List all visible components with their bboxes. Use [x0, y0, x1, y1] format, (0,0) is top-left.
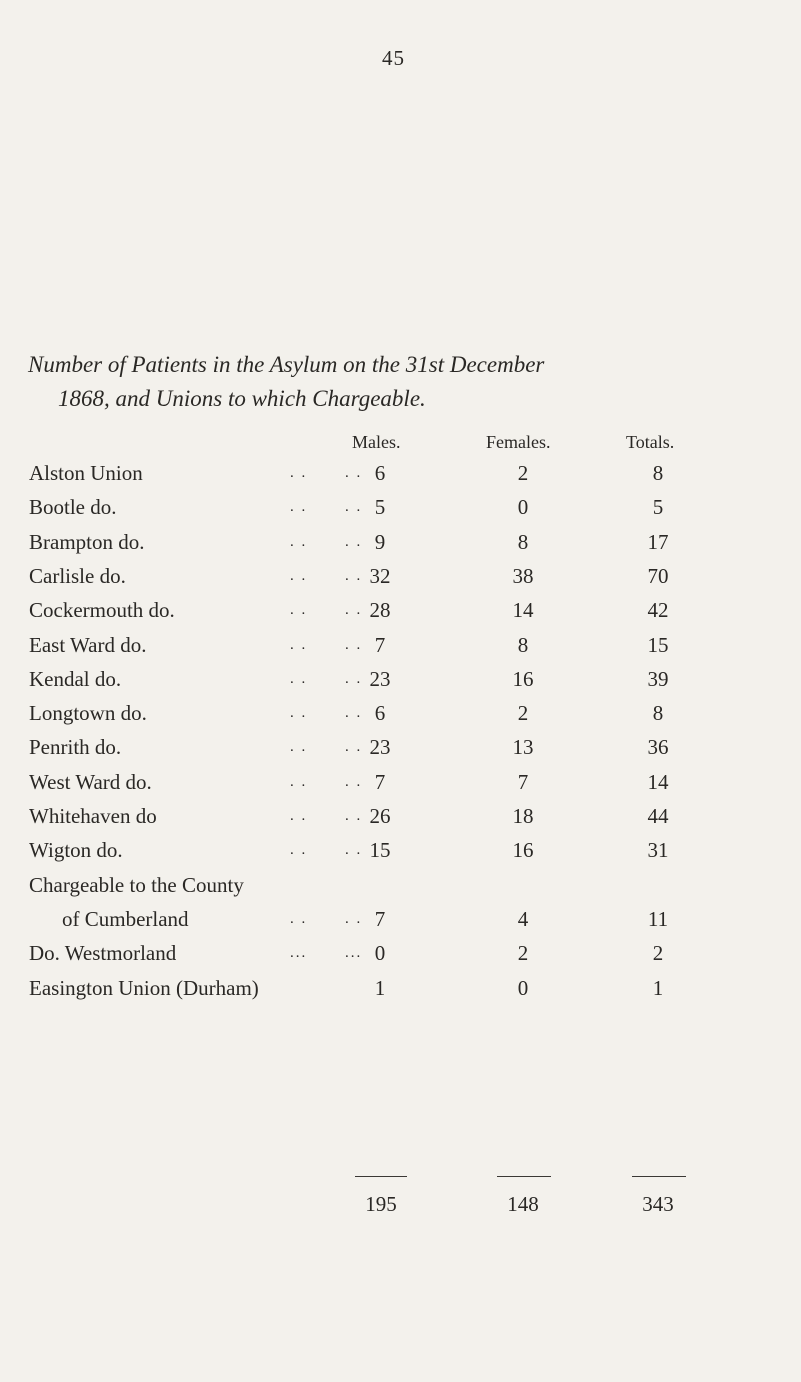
leader-dots: . . — [345, 739, 363, 755]
males-count: 1 — [374, 976, 386, 1000]
leader-dots: . . — [345, 705, 363, 721]
females-count: 2 — [517, 461, 529, 485]
males-count: 7 — [374, 633, 386, 657]
total-count: 1 — [652, 976, 664, 1000]
table-row — [0, 598, 801, 630]
total-count: 42 — [647, 598, 669, 622]
males-count: 5 — [374, 495, 386, 519]
males-count: 7 — [374, 770, 386, 794]
total-count: 17 — [647, 530, 669, 554]
leader-dots: . . — [345, 499, 363, 515]
total-count: 8 — [652, 461, 664, 485]
males-count: 7 — [374, 907, 386, 931]
title-line-2: 1868, and Unions to which Chargeable. — [58, 386, 426, 411]
union-name: East Ward do. — [29, 633, 147, 657]
leader-dots: . . — [345, 534, 363, 550]
total-count: 5 — [652, 495, 664, 519]
grand-total-totals: 343 — [642, 1192, 674, 1216]
union-name: West Ward do. — [29, 770, 152, 794]
females-count: 7 — [517, 770, 529, 794]
title-line-1: Number of Patients in the Asylum on the 31st December — [28, 352, 545, 377]
totals-rule-females — [497, 1176, 551, 1177]
union-name: Kendal do. — [29, 667, 122, 691]
leader-dots: . . — [290, 671, 308, 687]
table-row — [0, 907, 801, 939]
column-header-males: Males. — [352, 432, 401, 452]
total-count: 2 — [652, 941, 664, 965]
females-count: 18 — [512, 804, 534, 828]
leader-dots: . . — [290, 534, 308, 550]
leader-dots: . . — [345, 911, 363, 927]
females-count: 2 — [517, 701, 529, 725]
leader-dots: . . — [345, 568, 363, 584]
column-header-females: Females. — [486, 432, 551, 452]
table-row — [0, 461, 801, 493]
union-name: Chargeable to the County — [29, 873, 244, 897]
females-count: 2 — [517, 941, 529, 965]
females-count: 14 — [512, 598, 534, 622]
grand-total-females: 148 — [507, 1192, 539, 1216]
males-count: 9 — [374, 530, 386, 554]
total-count: 70 — [647, 564, 669, 588]
table-row — [0, 667, 801, 699]
table-row — [0, 530, 801, 562]
total-count: 15 — [647, 633, 669, 657]
total-count: 14 — [647, 770, 669, 794]
column-header-totals: Totals. — [626, 432, 675, 452]
total-count: 8 — [652, 701, 664, 725]
union-name: Alston Union — [29, 461, 143, 485]
leader-dots: . . — [290, 465, 308, 481]
leader-dots: . . — [290, 739, 308, 755]
table-row — [0, 735, 801, 767]
females-count: 0 — [517, 976, 529, 1000]
leader-dots: . . — [290, 637, 308, 653]
grand-total-males: 195 — [365, 1192, 397, 1216]
females-count: 4 — [517, 907, 529, 931]
leader-dots: ... — [345, 945, 363, 961]
females-count: 38 — [512, 564, 534, 588]
leader-dots: . . — [345, 602, 363, 618]
males-count: 6 — [374, 461, 386, 485]
table-row — [0, 495, 801, 527]
totals-rule-males — [355, 1176, 407, 1177]
total-count: 39 — [647, 667, 669, 691]
union-name: Whitehaven do — [29, 804, 157, 828]
table-row — [0, 633, 801, 665]
table-row — [0, 873, 801, 905]
males-count: 32 — [369, 564, 391, 588]
males-count: 28 — [369, 598, 391, 622]
union-name: Penrith do. — [29, 735, 122, 759]
females-count: 16 — [512, 667, 534, 691]
males-count: 23 — [369, 735, 391, 759]
males-count: 23 — [369, 667, 391, 691]
leader-dots: . . — [290, 911, 308, 927]
leader-dots: . . — [290, 774, 308, 790]
leader-dots: . . — [290, 842, 308, 858]
females-count: 8 — [517, 633, 529, 657]
table-row — [0, 976, 801, 1008]
leader-dots: . . — [290, 808, 308, 824]
males-count: 15 — [369, 838, 391, 862]
union-name: Carlisle do. — [29, 564, 126, 588]
union-name: of Cumberland — [62, 907, 189, 931]
leader-dots: . . — [290, 568, 308, 584]
total-count: 31 — [647, 838, 669, 862]
total-count: 44 — [647, 804, 669, 828]
females-count: 16 — [512, 838, 534, 862]
leader-dots: . . — [290, 499, 308, 515]
males-count: 26 — [369, 804, 391, 828]
union-name: Wigton do. — [29, 838, 123, 862]
table-row — [0, 838, 801, 870]
union-name: Cockermouth do. — [29, 598, 175, 622]
table-row — [0, 804, 801, 836]
total-count: 36 — [647, 735, 669, 759]
females-count: 13 — [512, 735, 534, 759]
table-row — [0, 770, 801, 802]
leader-dots: . . — [345, 774, 363, 790]
table-row — [0, 701, 801, 733]
union-name: Easington Union (Durham) — [29, 976, 259, 1000]
table-row — [0, 564, 801, 596]
leader-dots: . . — [290, 705, 308, 721]
females-count: 8 — [517, 530, 529, 554]
table-row — [0, 941, 801, 973]
leader-dots: . . — [345, 671, 363, 687]
males-count: 0 — [374, 941, 386, 965]
page-number: 45 — [382, 46, 405, 70]
leader-dots: . . — [345, 842, 363, 858]
leader-dots: . . — [345, 808, 363, 824]
union-name: Do. Westmorland — [29, 941, 177, 965]
total-count: 11 — [647, 907, 669, 931]
leader-dots: ... — [290, 945, 308, 961]
males-count: 6 — [374, 701, 386, 725]
leader-dots: . . — [290, 602, 308, 618]
union-name: Longtown do. — [29, 701, 147, 725]
leader-dots: . . — [345, 465, 363, 481]
table-title — [28, 348, 788, 416]
leader-dots: . . — [345, 637, 363, 653]
females-count: 0 — [517, 495, 529, 519]
totals-rule-totals — [632, 1176, 686, 1177]
union-name: Bootle do. — [29, 495, 117, 519]
union-name: Brampton do. — [29, 530, 145, 554]
